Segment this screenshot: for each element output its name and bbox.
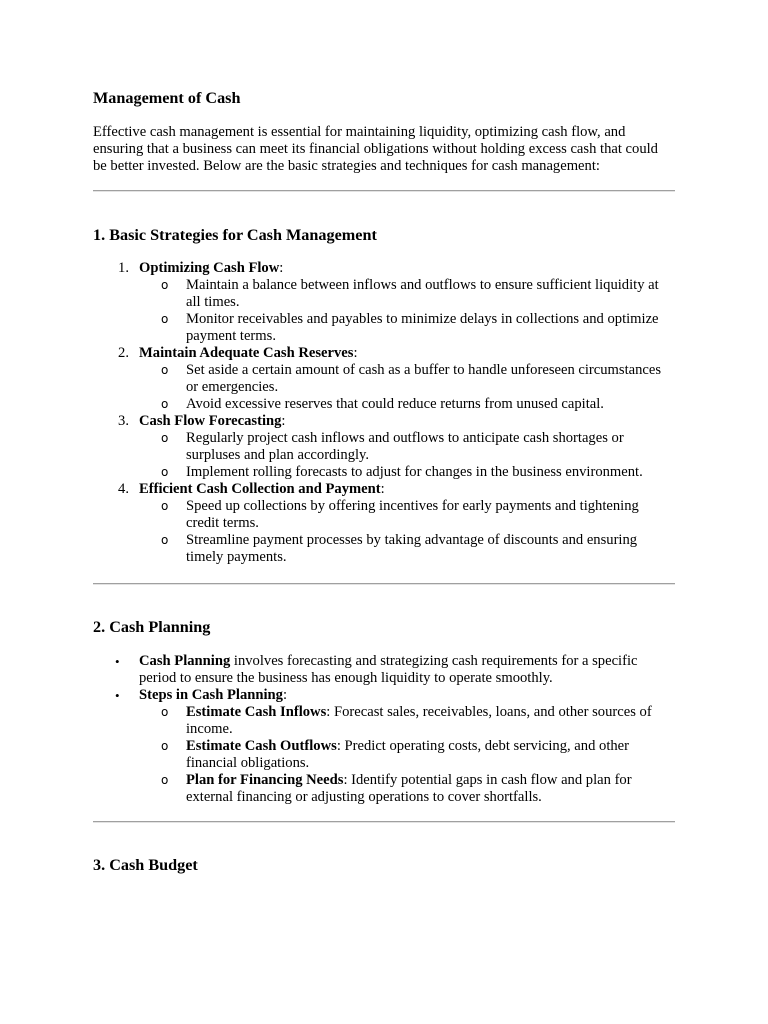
cash-planning-list [93,653,675,806]
strategies-list [93,260,675,566]
sub-item-text: : Identify potential gaps in cash flow and plan for external financing or adjusting operations to cover shortfalls. [186,772,632,805]
sub-item-bold: Plan for Financing Needs [186,772,344,788]
item-suffix: : [353,345,358,361]
sub-bullet-marker: o [161,431,169,445]
list-item [93,413,675,430]
item-suffix: : [380,481,385,497]
sub-list-item [93,532,675,566]
sub-item-text: Set aside a certain amount of cash as a buffer to handle unforeseen circumstances or emergencies. [186,362,662,395]
document-title: Management of Cash [93,89,241,107]
item-label: Optimizing Cash Flow [139,260,280,276]
sub-bullet-marker: o [161,278,169,292]
bullet-bold-text: Cash Planning [139,653,231,669]
bullet-marker: • [115,688,120,703]
sub-bullet-marker: o [161,773,169,787]
sub-bullet-marker: o [161,465,169,479]
sub-bullet-marker: o [161,363,169,377]
divider [93,190,675,192]
sub-bullet-marker: o [161,397,169,411]
sub-item-text: Avoid excessive reserves that could reduce returns from unused capital. [186,396,604,412]
section-heading-cash-planning: 2. Cash Planning [93,618,211,636]
sub-bullet-marker: o [161,499,169,513]
intro-paragraph: Effective cash management is essential for maintaining liquidity, optimizing cash flow, and ensuring that a business can meet its financial obligations without holding excess cash that could be better invested. Below are the basic strategies and techniques for cash management: [93,124,658,174]
sub-item-text: Monitor receivables and payables to minimize delays in collections and optimize payment terms. [186,311,659,344]
sub-item-text: Streamline payment processes by taking advantage of discounts and ensuring timely payments. [186,532,638,565]
bullet-bold-text: Steps in Cash Planning [139,687,283,703]
bullet-suffix: : [282,687,288,703]
sub-item-text: : Forecast sales, receivables, loans, and other sources of income. [186,704,652,737]
sub-item-text: Implement rolling forecasts to adjust for changes in the business environment. [186,464,643,480]
sub-list-item [93,498,675,532]
divider [93,821,675,823]
sub-list-item [93,704,675,738]
list-number: 1. [118,260,129,276]
sub-bullet-marker: o [161,739,169,753]
sub-list-item [93,277,675,311]
list-number: 2. [118,345,129,361]
list-item [93,481,675,498]
sub-item-text: Regularly project cash inflows and outflows to anticipate cash shortages or surpluses and plan accordingly. [186,430,624,463]
list-number: 3. [118,413,129,429]
sub-bullet-marker: o [161,312,169,326]
item-suffix: : [281,413,286,429]
sub-list-item [93,362,675,396]
bullet-marker: • [115,654,120,669]
sub-list-item [93,772,675,806]
sub-list-item [93,396,675,413]
list-item [93,260,675,277]
sub-item-text: Speed up collections by offering incentives for early payments and tightening credit terms. [186,498,639,531]
item-label: Maintain Adequate Cash Reserves [139,345,354,361]
sub-list-item [93,738,675,772]
section-heading-cash-budget: 3. Cash Budget [93,856,198,874]
sub-list-item [93,311,675,345]
sub-item-text: : Predict operating costs, debt servicing, and other financial obligations. [186,738,630,771]
bullet-item [93,653,675,687]
list-number: 4. [118,481,129,497]
sub-list-item [93,430,675,464]
divider [93,583,675,585]
sub-bullet-marker: o [161,705,169,719]
item-label: Efficient Cash Collection and Payment [139,481,381,497]
item-label: Cash Flow Forecasting [139,413,282,429]
sub-item-text: Maintain a balance between inflows and outflows to ensure sufficient liquidity at all times. [186,277,659,310]
bullet-item [93,687,675,704]
sub-list-item [93,464,675,481]
sub-item-bold: Estimate Cash Inflows [186,704,327,720]
sub-bullet-marker: o [161,533,169,547]
sub-item-bold: Estimate Cash Outflows [186,738,337,754]
list-item [93,345,675,362]
item-suffix: : [279,260,284,276]
section-heading-basic-strategies: 1. Basic Strategies for Cash Management [93,226,377,244]
bullet-text: involves forecasting and strategizing cash requirements for a specific period to ensure the business has enough liquidity to operate smoothly. [139,653,638,686]
